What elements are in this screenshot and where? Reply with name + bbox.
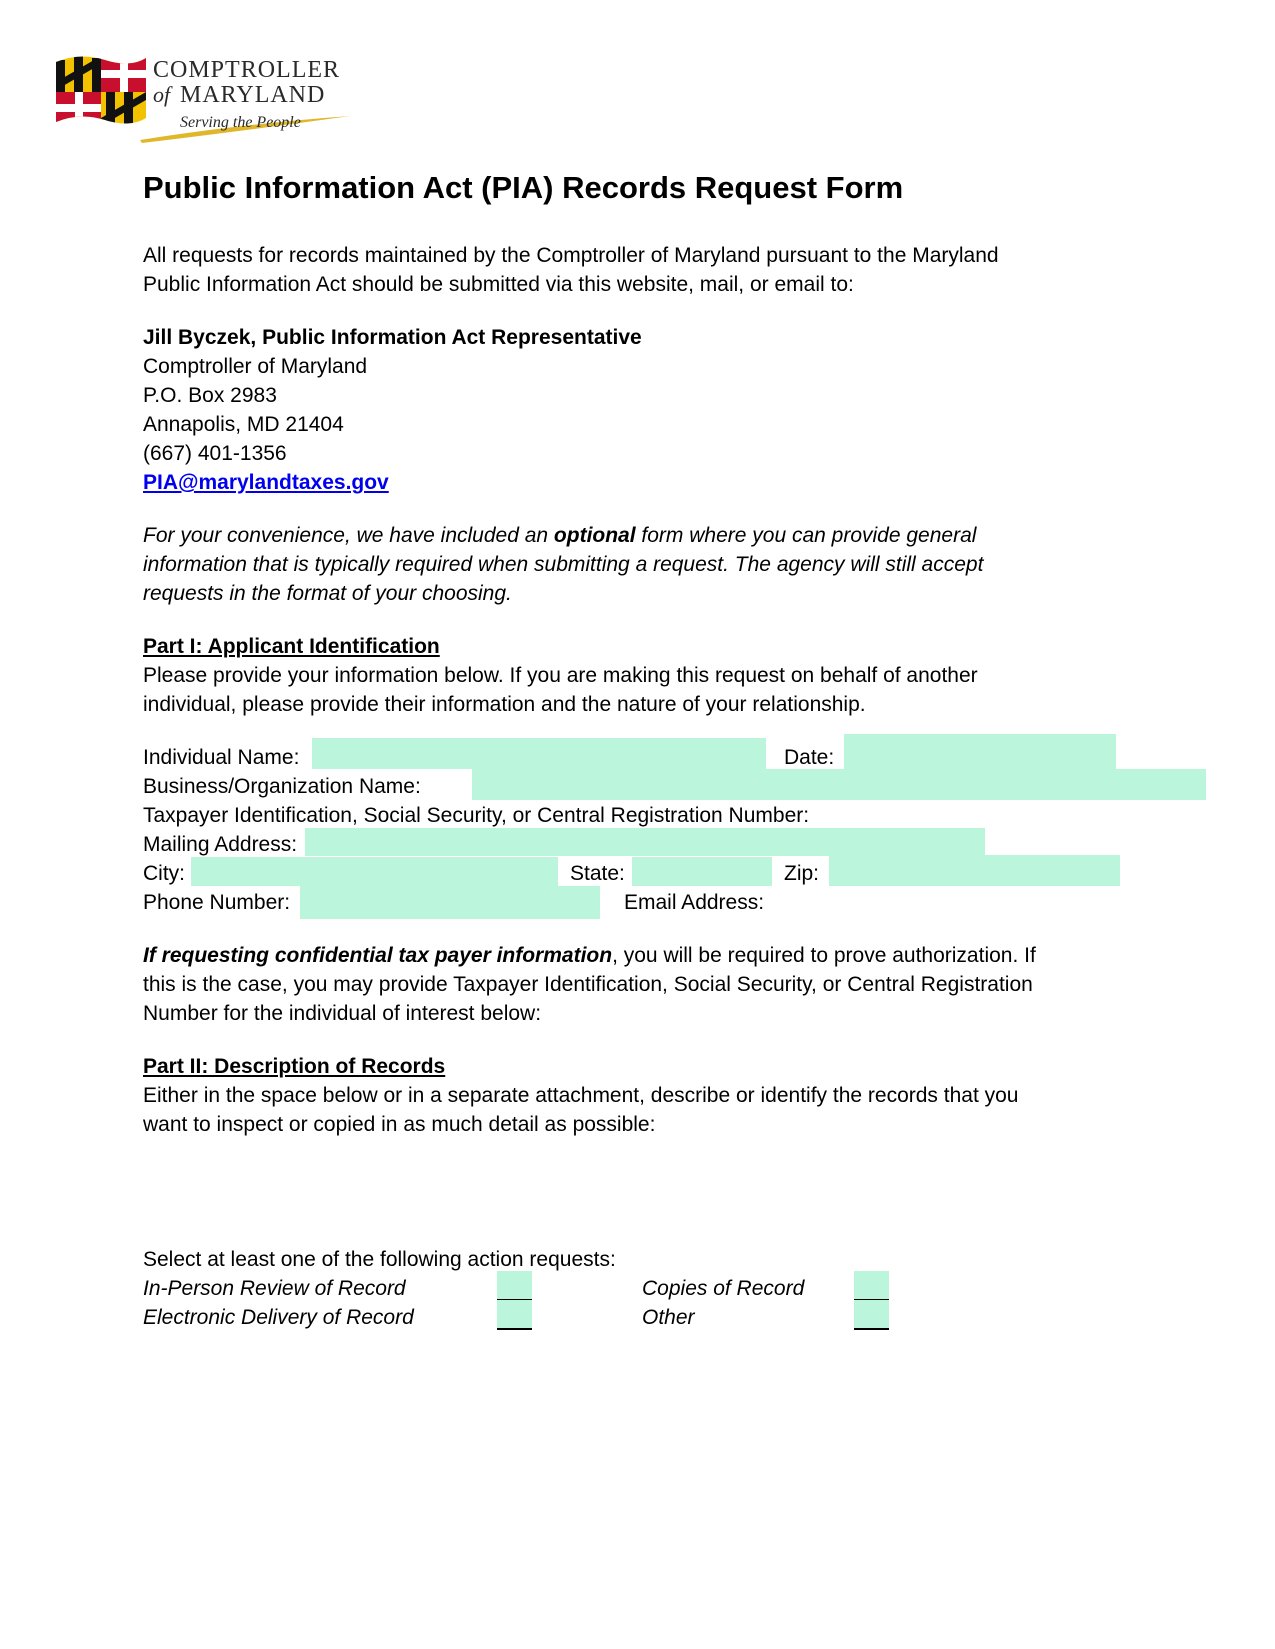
action-in-person-checkbox[interactable] (497, 1271, 532, 1301)
convenience-text-pre: For your convenience, we have included an (143, 524, 554, 547)
business-name-input[interactable] (472, 769, 1206, 800)
part1-desc-line-1: Please provide your information below. If you are making this request on behalf of another (143, 664, 978, 687)
city-input[interactable] (191, 857, 558, 886)
part2-desc-line-1: Either in the space below or in a separate attachment, describe or identify the records that you (143, 1084, 1019, 1107)
action-electronic-label: Electronic Delivery of Record (143, 1306, 414, 1329)
action-other-label: Other (642, 1306, 695, 1329)
part2-heading: Part II: Description of Records (143, 1055, 446, 1078)
convenience-line-3: requests in the format of your choosing. (143, 582, 512, 605)
state-input[interactable] (632, 857, 772, 886)
convenience-line-2: information that is typically required when submitting a request. The agency will still accept (143, 553, 984, 576)
mailing-address-input[interactable] (305, 828, 985, 856)
convenience-line-1 (143, 521, 976, 550)
business-name-label: Business/Organization Name: (143, 775, 421, 798)
action-electronic-checkbox[interactable] (497, 1300, 532, 1330)
confidential-emphasis: If requesting confidential tax payer information (143, 944, 613, 967)
action-copies-label: Copies of Record (642, 1277, 805, 1300)
date-label: Date: (784, 746, 835, 769)
state-label: State: (570, 862, 625, 885)
logo-line-maryland: MARYLAND (180, 82, 326, 108)
part1-heading: Part I: Applicant Identification (143, 635, 440, 658)
page-title: Public Information Act (PIA) Records Request Form (143, 170, 904, 205)
date-input[interactable] (844, 734, 1116, 769)
contact-city-state-zip: Annapolis, MD 21404 (143, 413, 344, 436)
confidential-line-1 (143, 941, 1036, 970)
convenience-text-post: form where you can provide general (635, 524, 977, 547)
comptroller-logo (50, 52, 360, 144)
contact-email-link[interactable]: PIA@marylandtaxes.gov (143, 471, 389, 494)
intro-line-1: All requests for records maintained by the Comptroller of Maryland pursuant to the Maryland (143, 244, 999, 267)
confidential-line-2: this is the case, you may provide Taxpayer Identification, Social Security, or Central Registration (143, 973, 1033, 996)
individual-name-label: Individual Name: (143, 746, 300, 769)
action-other-checkbox[interactable] (854, 1300, 889, 1330)
contact-org: Comptroller of Maryland (143, 355, 368, 378)
intro-line-2: Public Information Act should be submitted via this website, mail, or email to: (143, 273, 854, 296)
contact-po-box: P.O. Box 2983 (143, 384, 277, 407)
phone-label: Phone Number: (143, 891, 291, 914)
contact-phone: (667) 401-1356 (143, 442, 287, 465)
part1-desc-line-2: individual, please provide their information and the nature of your relationship. (143, 693, 866, 716)
action-copies-checkbox[interactable] (854, 1271, 889, 1301)
convenience-optional: optional (553, 524, 636, 547)
zip-input[interactable] (829, 855, 1120, 886)
contact-name: Jill Byczek, Public Information Act Representative (143, 326, 642, 349)
confidential-text-post: , you will be required to prove authorization. If (612, 944, 1036, 967)
action-in-person-label: In-Person Review of Record (143, 1277, 406, 1300)
logo-line-comptroller: COMPTROLLER (153, 57, 341, 83)
zip-label: Zip: (784, 862, 820, 885)
email-label: Email Address: (624, 891, 765, 914)
phone-input[interactable] (300, 886, 600, 919)
actions-prompt: Select at least one of the following action requests: (143, 1248, 616, 1271)
mailing-address-label: Mailing Address: (143, 833, 298, 856)
logo-tagline: Serving the People (180, 114, 301, 131)
tin-label: Taxpayer Identification, Social Security, or Central Registration Number: (143, 804, 810, 827)
city-label: City: (143, 862, 185, 885)
confidential-line-3: Number for the individual of interest below: (143, 1002, 542, 1025)
individual-name-input[interactable] (312, 738, 766, 769)
part2-desc-line-2: want to inspect or copied in as much detail as possible: (143, 1113, 656, 1136)
logo-of: of (153, 82, 171, 107)
records-description-textarea[interactable] (143, 1145, 1143, 1235)
